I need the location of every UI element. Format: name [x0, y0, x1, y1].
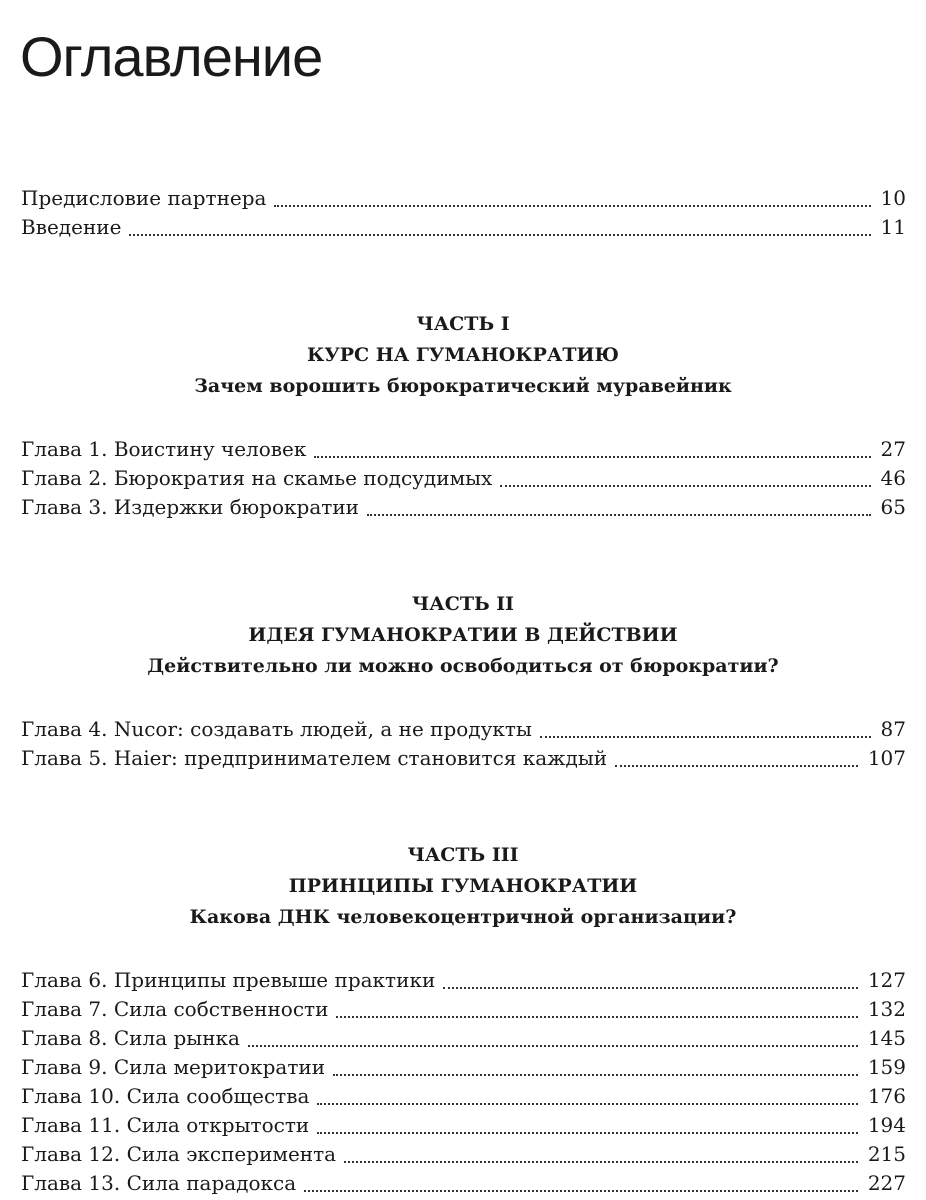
toc-entry-page: 11 [880, 215, 906, 239]
part-1-chapter-list [21, 435, 906, 522]
toc-entry-page: 132 [867, 997, 906, 1021]
toc-entry-label: Глава 12. Сила эксперимента [21, 1142, 337, 1166]
toc-entry-chapter-7[interactable] [21, 995, 906, 1024]
toc-entry-page: 87 [880, 717, 906, 741]
dot-leader [274, 205, 870, 207]
dot-leader [500, 485, 870, 487]
dot-leader [336, 1016, 857, 1018]
dot-leader [129, 234, 870, 236]
dot-leader [443, 987, 858, 989]
toc-entry-label: Глава 9. Сила меритократии [21, 1055, 326, 1079]
toc-entry-chapter-3[interactable] [21, 493, 906, 522]
part-number: ЧАСТЬ III [407, 844, 519, 866]
part-3-chapter-list [21, 966, 906, 1198]
toc-entry-page: 194 [867, 1113, 906, 1137]
toc-entry-foreword[interactable] [21, 184, 906, 213]
toc-entry-label: Глава 13. Сила парадокса [21, 1171, 297, 1195]
toc-entry-page: 215 [867, 1142, 906, 1166]
toc-entry-introduction[interactable] [21, 213, 906, 242]
dot-leader [615, 765, 858, 767]
dot-leader [314, 456, 870, 458]
toc-entry-page: 145 [867, 1026, 906, 1050]
toc-entry-chapter-2[interactable] [21, 464, 906, 493]
toc-entry-label: Глава 8. Сила рынка [21, 1026, 240, 1050]
toc-entry-chapter-12[interactable] [21, 1140, 906, 1169]
toc-entry-page: 65 [880, 495, 906, 519]
toc-entry-chapter-10[interactable] [21, 1082, 906, 1111]
toc-entry-label: Глава 3. Издержки бюрократии [21, 495, 359, 519]
dot-leader [333, 1074, 858, 1076]
toc-entry-label: Глава 5. Haier: предпринимателем становится каждый [21, 746, 608, 770]
part-title: ИДЕЯ ГУМАНОКРАТИИ В ДЕЙСТВИИ [248, 624, 678, 646]
toc-entry-page: 227 [867, 1171, 906, 1195]
dot-leader [540, 736, 871, 738]
toc-entry-label: Глава 2. Бюрократия на скамье подсудимых [21, 466, 493, 490]
toc-entry-chapter-6[interactable] [21, 966, 906, 995]
toc-entry-label: Глава 10. Сила сообщества [21, 1084, 310, 1108]
dot-leader [317, 1103, 857, 1105]
toc-entry-label: Глава 11. Сила открытости [21, 1113, 310, 1137]
toc-entry-chapter-1[interactable] [21, 435, 906, 464]
toc-entry-page: 46 [880, 466, 906, 490]
toc-entry-page: 159 [867, 1055, 906, 1079]
part-header-3 [0, 840, 926, 933]
toc-entry-label: Предисловие партнера [21, 186, 267, 210]
part-2-chapter-list [21, 715, 906, 773]
front-matter-list [21, 184, 906, 242]
toc-entry-page: 176 [867, 1084, 906, 1108]
toc-entry-page: 107 [867, 746, 906, 770]
dot-leader [248, 1045, 858, 1047]
toc-entry-page: 10 [880, 186, 906, 210]
toc-entry-label: Глава 7. Сила собственности [21, 997, 329, 1021]
toc-entry-page: 127 [867, 968, 906, 992]
dot-leader [304, 1190, 858, 1192]
part-title: КУРС НА ГУМАНОКРАТИЮ [307, 344, 619, 366]
dot-leader [367, 514, 871, 516]
toc-entry-chapter-11[interactable] [21, 1111, 906, 1140]
dot-leader [317, 1132, 858, 1134]
toc-entry-chapter-8[interactable] [21, 1024, 906, 1053]
toc-entry-chapter-4[interactable] [21, 715, 906, 744]
toc-entry-label: Глава 6. Принципы превыше практики [21, 968, 436, 992]
page-title: Оглавление [20, 25, 323, 88]
toc-entry-page: 27 [880, 437, 906, 461]
part-number: ЧАСТЬ II [411, 593, 515, 615]
dot-leader [344, 1161, 858, 1163]
part-subtitle: Какова ДНК человекоцентричной организации? [189, 906, 737, 928]
toc-entry-label: Глава 4. Nucor: создавать людей, а не продукты [21, 717, 532, 741]
part-header-1 [0, 309, 926, 402]
toc-entry-chapter-13[interactable] [21, 1169, 906, 1198]
part-title: ПРИНЦИПЫ ГУМАНОКРАТИИ [288, 875, 638, 897]
toc-entry-label: Глава 1. Воистину человек [21, 437, 307, 461]
part-subtitle: Действительно ли можно освободиться от бюрократии? [147, 655, 779, 677]
toc-entry-chapter-5[interactable] [21, 744, 906, 773]
toc-entry-label: Введение [21, 215, 122, 239]
part-header-2 [0, 589, 926, 682]
toc-entry-chapter-9[interactable] [21, 1053, 906, 1082]
part-number: ЧАСТЬ I [416, 313, 510, 335]
part-subtitle: Зачем ворошить бюрократический муравейник [194, 375, 732, 397]
